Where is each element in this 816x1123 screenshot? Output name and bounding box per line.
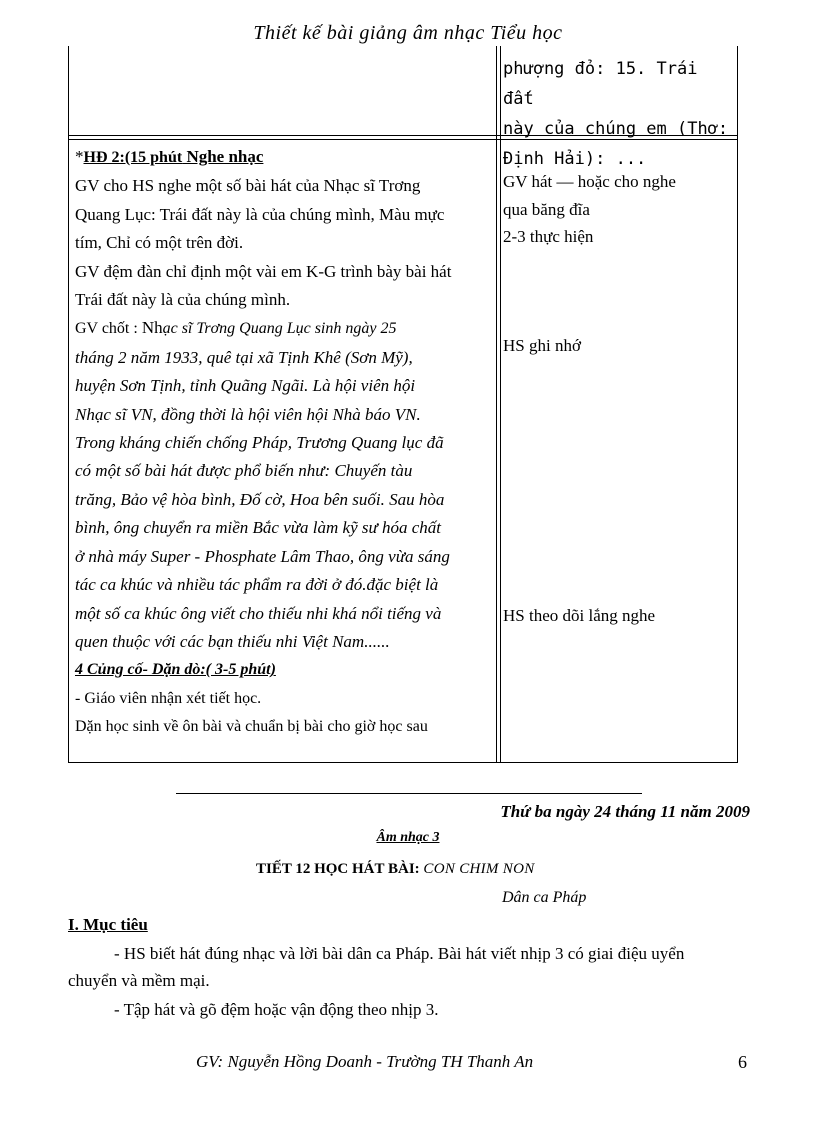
bio-line: tác ca khúc và nhiều tác phẩm ra đời ở đó.đặc biệt là [75, 575, 439, 595]
bio-line: ở nhà máy Super - Phosphate Lâm Thao, ông vừa sáng [75, 546, 450, 566]
body-line: Trái đất này là của chúng mình. [75, 290, 291, 310]
objective-line: - Tập hát và gõ đệm hoặc vận động theo nhịp 3. [114, 1000, 439, 1019]
closing-line: Dặn học sinh về ôn bài và chuẩn bị bài cho giờ học sau [75, 718, 428, 736]
right-theo-doi: HS theo dõi lắng nghe [503, 606, 656, 625]
body-line: tím, Chỉ có một trên đời. [75, 233, 244, 253]
objective-paragraph [68, 940, 748, 967]
bio-line: một số ca khúc ông viết cho thiếu nhi khá nổi tiếng và [75, 603, 442, 623]
right-ghi-nho: HS ghi nhớ [503, 336, 581, 355]
bio-line: Trong kháng chiến chống Pháp, Trương Quang lục đã [75, 433, 444, 453]
row1-right-line: phượng đỏ: 15. Trái đất [503, 59, 698, 109]
body-line: GV đệm đàn chỉ định một vài em K-G trình bày bài hát [75, 261, 452, 281]
row1-right-line: Định Hải): ... [503, 149, 647, 169]
bio-line: Nhạc sĩ VN, đồng thời là hội viên hội Nhà báo VN. [75, 404, 421, 424]
bio-line: trăng, Bảo vệ hòa bình, Đố cờ, Hoa bên suối. Sau hòa [75, 489, 445, 509]
body-line: Quang Lục: Trái đất này là của chúng mình, Màu mực [75, 204, 445, 224]
body-line: GV cho HS nghe một số bài hát của Nhạc sĩ Trơng [75, 176, 421, 196]
bio-line: quen thuộc với các bạn thiếu nhi Việt Nam...... [75, 631, 390, 651]
right-thuc-hien: 2-3 thực hiện [503, 227, 594, 246]
lesson-song: CON CHIM NON [423, 861, 535, 877]
row2-left-cell [75, 143, 489, 742]
footer-author: GV: Nguyễn Hồng Doanh - Trường TH Thanh An [196, 1052, 534, 1071]
lesson-title [256, 861, 535, 878]
lesson-table [68, 46, 738, 763]
column-divider-inner [500, 46, 501, 762]
chot-line [75, 314, 489, 343]
row1-right-cell [503, 54, 731, 174]
objective-continuation: chuyển và mềm mại. [68, 971, 210, 990]
lesson-date: Thứ ba ngày 24 tháng 11 năm 2009 [500, 802, 750, 821]
chot-label: GV chốt : [75, 320, 142, 338]
subject-title: Âm nhạc 3 [376, 830, 440, 845]
song-origin: Dân ca Pháp [502, 889, 587, 906]
cungco-heading: 4 Củng cố- Dặn dò:( 3-5 phút) [75, 661, 276, 679]
separator-line [176, 793, 642, 794]
right-gv-hat: GV hát — hoặc cho nghe [503, 172, 676, 191]
heading-star: * [75, 147, 84, 166]
chot-rest: ạc sĩ Trơng Quang Lục sinh ngày 25 [162, 320, 397, 338]
activity-heading [75, 143, 489, 172]
column-divider [496, 46, 497, 762]
bio-line: tháng 2 năm 1933, quê tại xã Tịnh Khê (Sơn Mỹ), [75, 347, 413, 367]
objective-line: - HS biết hát đúng nhạc và lời bài dân ca Pháp. Bài hát viết nhịp 3 có giai điệu uyển [114, 944, 685, 963]
chot-nh: Nh [141, 318, 163, 338]
bio-line: có một số bài hát được phổ biến như: Chuyến tàu [75, 461, 413, 481]
bio-line: bình, ông chuyển ra miền Bắc vừa làm kỹ sư hóa chất [75, 518, 442, 538]
page-header: Thiết kế bài giảng âm nhạc Tiểu học [253, 22, 563, 44]
page-number: 6 [738, 1052, 747, 1072]
lesson-label: TIẾT 12 HỌC HÁT BÀI: [256, 861, 424, 877]
bio-line: huyện Sơn Tịnh, tỉnh Quãng Ngãi. Là hội viên hội [75, 376, 416, 396]
closing-line: - Giáo viên nhận xét tiết học. [75, 689, 262, 707]
heading-hd: HĐ 2:(15 phút [83, 149, 183, 166]
section-title: I. Mục tiêu [68, 915, 148, 934]
right-qua-bang: qua băng đĩa [503, 200, 590, 219]
heading-nghe-nhac: Nghe nhạc [182, 147, 264, 166]
row1-right-line: này của chúng em (Thơ: [503, 119, 729, 139]
